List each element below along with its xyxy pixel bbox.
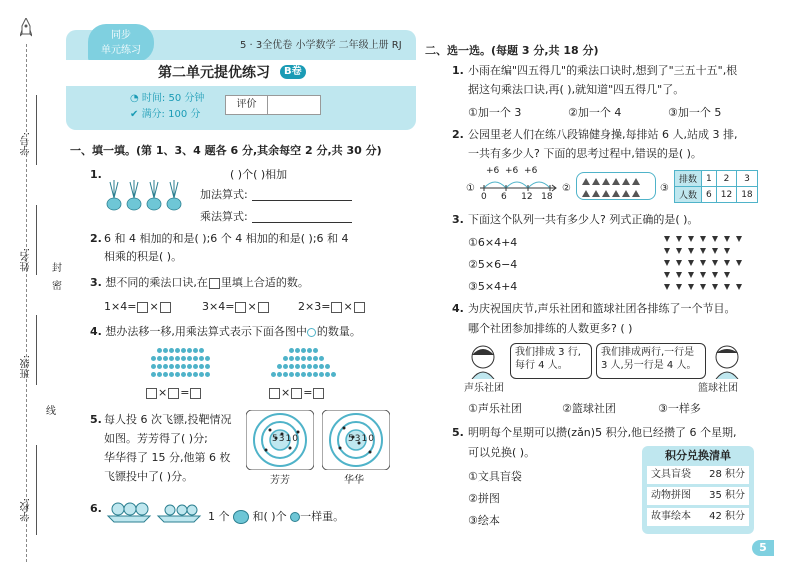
section1-heading: 一、填一填。(第 1、3、4 题各 6 分,其余每空 2 分,共 30 分) xyxy=(70,144,382,157)
q4-text: 想办法移一移,用乘法算式表示下面各图中 xyxy=(105,325,307,338)
tbl-cell: 18 xyxy=(737,187,757,203)
apple-icon xyxy=(290,512,300,522)
q1-number: 1. xyxy=(90,168,102,181)
answer-box[interactable] xyxy=(160,302,171,313)
time-text: 时间: 50 分钟 xyxy=(141,93,205,104)
bubble1-line2: 每行 4 人。 xyxy=(515,360,568,371)
answer-box[interactable] xyxy=(168,388,179,399)
radish-plant-images xyxy=(104,176,184,212)
exchange-list-title: 积分兑换清单 xyxy=(665,449,731,462)
item-name: 故事绘本 xyxy=(651,511,691,522)
bubble1-line1: 我们排成 3 行, xyxy=(515,347,581,358)
s2q4-option1[interactable]: ①声乐社团 xyxy=(468,402,522,415)
dot-group-1 xyxy=(145,345,215,377)
s2q3-line1: 下面这个队列一共有多少人? 列式正确的是( )。 xyxy=(468,213,699,226)
speech-bubble-vocal xyxy=(510,343,592,379)
ring-label: 0 xyxy=(368,434,375,444)
answer-box[interactable] xyxy=(291,388,302,399)
ring-label: 5 xyxy=(272,434,279,444)
exchange-item xyxy=(647,508,749,526)
q3-number: 3. xyxy=(90,276,102,289)
name-line xyxy=(36,205,37,275)
crowd-formation-image xyxy=(660,232,750,294)
ring-label: 1 xyxy=(285,434,293,444)
nl-label: 6 xyxy=(501,192,507,202)
class-line xyxy=(36,315,37,385)
blank-box-icon xyxy=(209,278,220,289)
s2q3-option2[interactable]: ②5×6−4 xyxy=(468,258,518,271)
seal-xian: 线 xyxy=(46,406,56,417)
s2q2-number: 2. xyxy=(452,128,464,141)
answer-box[interactable] xyxy=(258,302,269,313)
s2q5-line1: 明明每个星期可以攒(zǎn)5 积分,他已经攒了 6 个星期, xyxy=(468,426,737,439)
answer-box[interactable] xyxy=(313,388,324,399)
seal-feng: 封 xyxy=(52,263,62,274)
ring-label: 1 xyxy=(361,434,369,444)
tbl-cell: 1 xyxy=(702,171,717,187)
tbl-cell: 12 xyxy=(716,187,736,203)
s2q1-line2: 据这句乘法口诀,再( ),就知道"四五得几"了。 xyxy=(468,83,685,96)
q3-eq3-op: × xyxy=(343,300,353,313)
q4-eq2 xyxy=(268,386,325,400)
bubble2-line1: 我们排成两行,一行是 xyxy=(601,347,695,358)
s2q1-option2[interactable]: ②加一个 4 xyxy=(568,106,622,119)
seal-mi: 密 xyxy=(52,281,62,292)
grade-input[interactable] xyxy=(268,96,320,114)
badge-top: 同步 xyxy=(111,30,131,41)
q1-add-answer-line[interactable] xyxy=(252,200,352,201)
item-points: 35 积分 xyxy=(709,490,745,501)
q3-text2: 里填上合适的数。 xyxy=(220,276,309,289)
q3-eq1 xyxy=(104,300,172,314)
s2q1-number: 1. xyxy=(452,64,464,77)
speech-bubble-basketball xyxy=(596,343,706,379)
item-points: 28 积分 xyxy=(709,469,745,480)
time-info xyxy=(130,92,204,105)
dot-group-2 xyxy=(268,345,338,377)
tbl-cell: 2 xyxy=(716,171,736,187)
tbl-cell: 人数 xyxy=(675,187,702,203)
score-info xyxy=(130,108,200,121)
q2-number: 2. xyxy=(90,232,102,245)
q1-blank-line: ( )个( )相加 xyxy=(230,168,288,181)
s2q2-line2: 一共有多少人? 下面的思考过程中,错误的是( )。 xyxy=(468,147,702,160)
ring-labels-1 xyxy=(272,434,299,445)
q5-line4: 飞镖投中了( )分。 xyxy=(104,470,194,483)
section2-heading: 二、选一选。(每题 3 分,共 18 分) xyxy=(425,44,599,57)
check-icon: ✔ xyxy=(130,109,142,120)
q4-eq1-equals: = xyxy=(180,386,190,399)
balance-scale-images xyxy=(104,496,204,526)
s2q4-option3[interactable]: ③一样多 xyxy=(658,402,701,415)
ring-labels-2 xyxy=(348,434,375,445)
q4-eq1-times: × xyxy=(158,386,168,399)
answer-box[interactable] xyxy=(190,388,201,399)
s2q2-option1-mark[interactable]: ① xyxy=(466,183,475,194)
answer-box[interactable] xyxy=(354,302,365,313)
triangle-groups xyxy=(576,172,656,200)
arc-label: +6 xyxy=(505,166,519,176)
q3-eq2 xyxy=(202,300,270,314)
ring-label: 0 xyxy=(292,434,299,444)
q5-line2: 如图。芳芳得了( )分; xyxy=(104,432,208,445)
watermelon-icon xyxy=(233,510,249,524)
boy-avatar xyxy=(710,343,744,379)
student-id-line xyxy=(36,95,37,165)
ring-label: 3 xyxy=(354,434,362,444)
q2-line1: 6 和 4 相加的和是( );6 个 4 相加的和是( );6 和 4 xyxy=(104,232,349,245)
bubble2-line2: 3 人,另一行是 4 人。 xyxy=(601,360,697,371)
name-label: 姓名: xyxy=(21,248,32,272)
answer-box[interactable] xyxy=(235,302,246,313)
points-exchange-list xyxy=(642,446,754,534)
answer-box[interactable] xyxy=(137,302,148,313)
student-id-label: 学号: xyxy=(21,132,32,156)
s2q4-number: 4. xyxy=(452,302,464,315)
score-text: 满分: 100 分 xyxy=(141,109,201,120)
tbl-cell: 排数 xyxy=(675,171,702,187)
q4-prompt xyxy=(90,325,361,339)
clock-icon: ◔ xyxy=(130,93,142,104)
q6-text1: 1 个 xyxy=(208,510,230,523)
rocket-icon xyxy=(20,18,32,40)
q4-number: 4. xyxy=(90,325,102,338)
q1-add-label: 加法算式: xyxy=(200,188,248,201)
difficulty-tag: B卷 xyxy=(280,65,306,79)
s2q2-line1: 公园里老人们在练八段锦健身操,每排站 6 人,站成 3 排, xyxy=(468,128,738,141)
q1-mul-answer-line[interactable] xyxy=(252,222,352,223)
item-name: 动物拼图 xyxy=(651,490,691,501)
s2q3-number: 3. xyxy=(452,213,464,226)
badge-bottom: 单元练习 xyxy=(101,45,141,56)
arc-label: +6 xyxy=(524,166,538,176)
club-basketball-label: 篮球社团 xyxy=(698,383,738,394)
q3-prompt xyxy=(90,276,309,290)
q6-text2: 和( )个 xyxy=(252,510,287,523)
answer-box[interactable] xyxy=(331,302,342,313)
q4-eq2-equals: = xyxy=(303,386,313,399)
q6-text xyxy=(208,510,344,524)
s2q5-line2: 可以兑换( )。 xyxy=(468,446,536,459)
s2q5-option3[interactable]: ③绘本 xyxy=(468,514,500,527)
grade-label: 评价 xyxy=(226,96,268,114)
girl-avatar xyxy=(466,343,500,379)
nl-labels xyxy=(481,192,553,202)
q5-line3: 华华得了 15 分,他第 6 枚 xyxy=(104,451,231,464)
s2q5-number: 5. xyxy=(452,426,464,439)
s2q4-option2[interactable]: ②篮球社团 xyxy=(562,402,616,415)
unit-badge xyxy=(88,24,154,62)
nl-label: 0 xyxy=(481,192,487,202)
q3-eq2-op: × xyxy=(247,300,257,313)
school-line xyxy=(36,445,37,535)
q3-text: 想不同的乘法口诀,在 xyxy=(105,276,208,289)
grade-box xyxy=(225,95,321,115)
q4-text2: 的数量。 xyxy=(316,325,361,338)
tbl-cell: 6 xyxy=(702,187,717,203)
s2q5-option2[interactable]: ②拼图 xyxy=(468,492,500,505)
answer-box[interactable] xyxy=(269,388,280,399)
q6-text3: 一样重。 xyxy=(300,510,345,523)
school-label: 学校: xyxy=(21,498,32,522)
s2q3-option3[interactable]: ③5×4+4 xyxy=(468,280,518,293)
s2q3-option1[interactable]: ①6×4+4 xyxy=(468,236,518,249)
q3-eq3-left: 2×3= xyxy=(298,300,331,313)
exchange-item xyxy=(647,466,749,484)
q5-number: 5. xyxy=(90,413,102,426)
q2-line2: 相乘的积是( )。 xyxy=(104,250,183,263)
arc-labels xyxy=(486,166,537,176)
q4-eq2-times: × xyxy=(281,386,291,399)
q3-eq3 xyxy=(298,300,366,314)
item-points: 42 积分 xyxy=(709,511,745,522)
s2q2-option3-mark[interactable]: ③ xyxy=(660,183,669,194)
q5-line1: 每人投 6 次飞镖,投靶情况 xyxy=(104,413,232,426)
ring-label: 5 xyxy=(348,434,355,444)
q6-number: 6. xyxy=(90,502,102,515)
s2q4-line1: 为庆祝国庆节,声乐社团和篮球社团各排练了一个节目。 xyxy=(468,302,736,315)
s2q1-option3[interactable]: ③加一个 5 xyxy=(668,106,722,119)
class-label: 班级: xyxy=(21,355,32,379)
nl-label: 12 xyxy=(521,192,533,202)
item-name: 文具盲袋 xyxy=(651,469,691,480)
q3-eq2-left: 3×4= xyxy=(202,300,235,313)
ring-label: 3 xyxy=(278,434,286,444)
s2q2-table xyxy=(674,170,758,203)
target-name-huahua: 华华 xyxy=(344,475,364,486)
arc-label: +6 xyxy=(486,166,500,176)
s2q2-option2-mark[interactable]: ② xyxy=(562,183,571,194)
tbl-cell: 3 xyxy=(737,171,757,187)
q3-eq1-op: × xyxy=(149,300,159,313)
s2q1-line1: 小雨在编"四五得几"的乘法口诀时,想到了"三五十五",根 xyxy=(468,64,738,77)
q4-eq1 xyxy=(145,386,202,400)
page-title: 第二单元提优练习 xyxy=(158,65,270,81)
answer-box[interactable] xyxy=(146,388,157,399)
dot-icon xyxy=(307,328,316,337)
exchange-item xyxy=(647,487,749,505)
s2q4-line2: 哪个社团参加排练的人数更多? ( ) xyxy=(468,322,633,335)
page-number: 5 xyxy=(752,540,774,556)
nl-label: 18 xyxy=(541,192,553,202)
q1-mul-label: 乘法算式: xyxy=(200,210,248,223)
club-vocal-label: 声乐社团 xyxy=(464,383,504,394)
s2q5-option1[interactable]: ①文具盲袋 xyxy=(468,470,522,483)
s2q1-option1[interactable]: ①加一个 3 xyxy=(468,106,522,119)
q3-eq1-left: 1×4= xyxy=(104,300,137,313)
binding-margin xyxy=(0,0,60,575)
series-info: 5 · 3全优卷 小学数学 二年级上册 RJ xyxy=(240,40,402,51)
target-name-fangfang: 芳芳 xyxy=(270,475,290,486)
